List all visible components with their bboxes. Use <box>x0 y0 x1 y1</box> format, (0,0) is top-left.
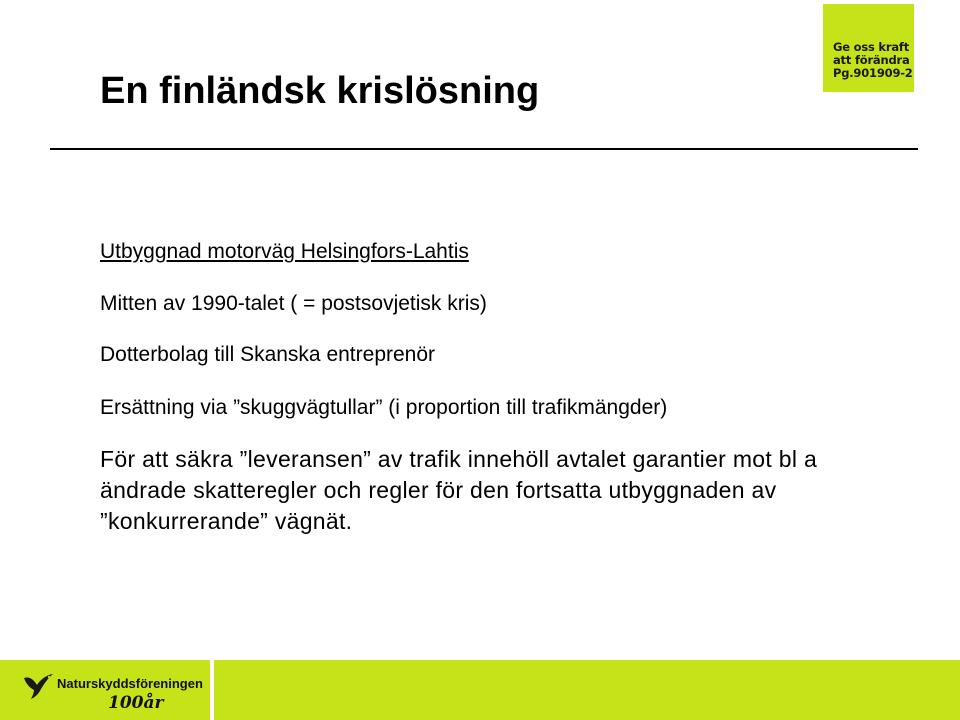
bullet-compensation: Ersättning via ”skuggvägtullar” (i proportion till trafikmängder) <box>100 396 668 419</box>
logo-line-2: att förändra <box>833 53 910 67</box>
footer-bar <box>0 660 960 720</box>
logo-line-1: Ge oss kraft <box>833 40 910 54</box>
bullet-subsidiary: Dotterbolag till Skanska entreprenör <box>100 343 436 366</box>
title-divider <box>50 148 918 150</box>
bird-icon <box>22 672 54 700</box>
campaign-logo-text <box>833 41 913 80</box>
logo-line-3: Pg.901909-2 <box>833 66 913 80</box>
anniversary-label: 100år <box>108 693 164 713</box>
bullet-guarantees: För att säkra ”leveransen” av trafik innehöll avtalet garantier mot bl a ändrade skatteregler och regler för den fortsatta utbyggnaden av ”konkurrerande” vägnät. <box>100 446 818 534</box>
bullet-link-motorway[interactable]: Utbyggnad motorväg Helsingfors-Lahtis <box>100 240 469 263</box>
footer-accent-band <box>214 660 960 720</box>
campaign-logo <box>823 4 914 92</box>
footer-brand-box <box>0 660 210 720</box>
slide-title: En finländsk krislösning <box>100 70 540 112</box>
organization-name: Naturskyddsföreningen <box>57 676 203 691</box>
bullet-period: Mitten av 1990-talet ( = postsovjetisk kris) <box>100 292 487 315</box>
